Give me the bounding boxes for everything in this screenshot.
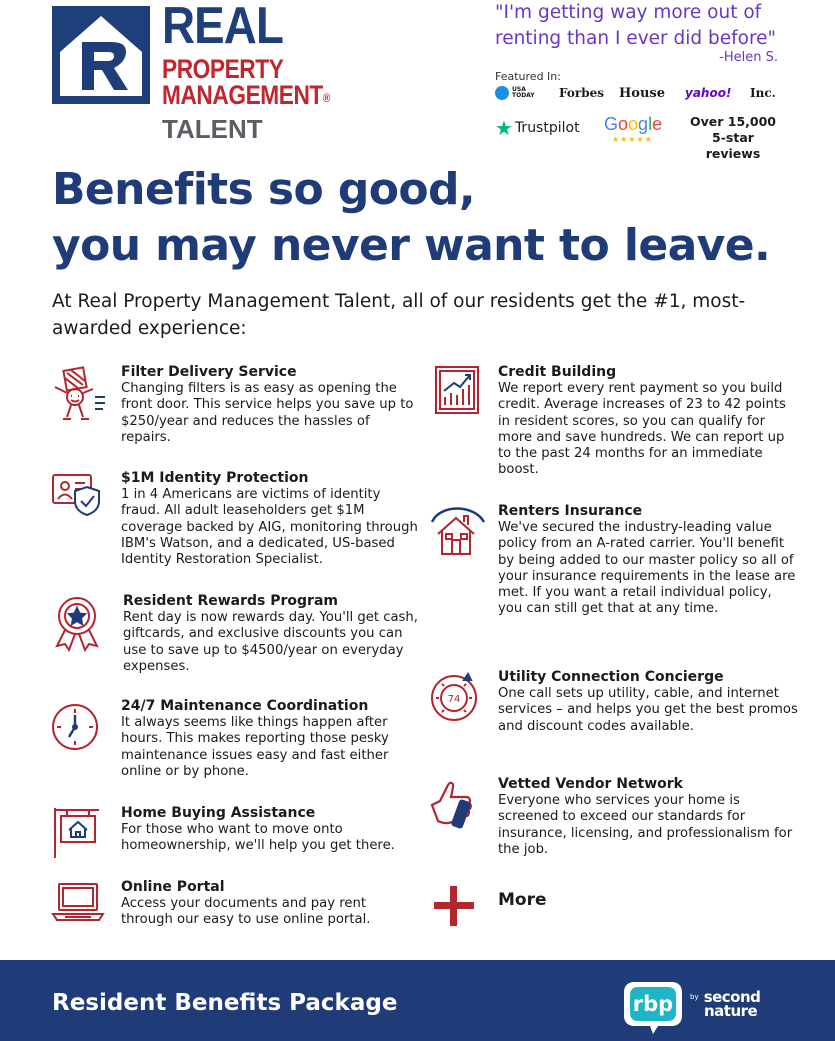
benefit-description: We've secured the industry-leading value policy from an A-rated carrier. You'll benefit by being added to our master policy so all of your insurance requirements in the lease are met. If you want a retail individual policy, you can still get that at any time. xyxy=(498,520,796,617)
credit-chart-icon xyxy=(432,363,490,421)
benefit-vendor-network xyxy=(498,775,798,858)
benefit-filter-delivery xyxy=(121,363,421,446)
headline xyxy=(52,162,770,274)
benefit-title: $1M Identity Protection xyxy=(121,470,309,486)
house-logo: House xyxy=(619,86,665,101)
company-logo xyxy=(52,0,362,146)
google-letter: o xyxy=(628,114,639,134)
headline-line2: you may never want to leave. xyxy=(52,220,771,271)
usa-today-text: USA TODAY xyxy=(512,86,535,99)
rbp-logo xyxy=(620,974,686,1040)
google-letter: G xyxy=(604,114,619,134)
review-count-line1: Over 15,000 xyxy=(689,114,776,129)
review-badges xyxy=(495,114,785,161)
benefit-title: Renters Insurance xyxy=(498,503,643,519)
logo-registered-mark: ® xyxy=(322,91,330,105)
rbp-text: rbp xyxy=(632,992,674,1016)
logo-text-real: REAL xyxy=(162,0,284,55)
benefit-title: Utility Connection Concierge xyxy=(498,669,724,685)
second-text: second xyxy=(703,988,761,1006)
forbes-logo: Forbes xyxy=(559,86,604,100)
logo-text-talent: TALENT xyxy=(162,114,263,144)
benefit-description: We report every rent payment so you build credit. Average increases of 23 to 42 points in resident scores, so you can qualify for more and save hundreds. We can report up to the past 24 months for an immediate boost. xyxy=(498,381,786,478)
benefit-utility-concierge xyxy=(447,668,798,735)
logo-text-management-wrap xyxy=(162,82,330,111)
usa-today-dot-icon xyxy=(495,86,509,100)
inc-logo: Inc. xyxy=(750,86,776,100)
review-count xyxy=(683,114,783,162)
google-letter: l xyxy=(648,114,653,134)
benefit-title: Filter Delivery Service xyxy=(121,364,297,380)
rewards-ribbon-icon xyxy=(49,594,107,652)
benefit-credit-building xyxy=(498,363,798,479)
home-sign-icon xyxy=(49,804,107,862)
headline-line1: Benefits so good, xyxy=(52,164,476,215)
filter-delivery-icon xyxy=(49,365,107,423)
identity-protection-icon xyxy=(49,469,107,527)
google-letter: e xyxy=(652,114,663,134)
google-letter: g xyxy=(638,114,649,134)
benefit-more[interactable] xyxy=(498,890,698,910)
testimonial-quote: "I'm getting way more out of renting than I ever did before" xyxy=(495,2,777,49)
benefit-title: Resident Rewards Program xyxy=(123,593,338,609)
intro-text: At Real Property Management Talent, all of our residents get the #1, most-awarded experience: xyxy=(52,291,746,339)
thermostat-icon xyxy=(426,668,484,726)
review-count-line2: 5-star reviews xyxy=(705,130,761,161)
benefit-description: Everyone who services your home is screened to exceed our standards for insurance, licensing, and professionalism for the job. xyxy=(498,793,793,857)
google-letter: o xyxy=(618,114,629,134)
house-r-logo-icon xyxy=(52,6,150,104)
clock-icon xyxy=(49,699,107,757)
footer-banner xyxy=(0,960,835,1041)
benefit-title: Credit Building xyxy=(498,364,617,380)
benefit-description: Rent day is now rewards day. You'll get cash, giftcards, and exclusive discounts you can use to save up to $4500/year on everyday expenses. xyxy=(123,610,418,674)
by-text: by xyxy=(690,993,699,1001)
laptop-icon xyxy=(49,878,107,936)
trustpilot-text: Trustpilot xyxy=(514,120,580,136)
trustpilot-star-icon: ★ xyxy=(495,116,513,140)
benefit-identity-protection xyxy=(121,469,421,568)
featured-in-label: Featured In: xyxy=(495,70,561,83)
usa-today-logo xyxy=(495,86,534,100)
thumbs-up-icon xyxy=(426,775,484,833)
logo-text-pm xyxy=(162,56,330,111)
benefit-description: Access your documents and pay rent through our easy to use online portal. xyxy=(121,896,371,928)
benefit-description: For those who want to move onto homeownership, we'll help you get there. xyxy=(121,822,395,854)
benefit-description: It always seems like things happen after hours. This makes reporting those pesky maintenance issues easy and fast either online or by phone. xyxy=(121,715,389,779)
logo-text-property: PROPERTY xyxy=(162,54,284,84)
press-logos xyxy=(495,86,785,106)
benefit-title: Home Buying Assistance xyxy=(121,805,316,821)
logo-text-management: MANAGEMENT xyxy=(162,80,323,110)
benefit-maintenance xyxy=(121,697,421,780)
benefit-description: Changing filters is as easy as opening the front door. This service helps you save up to $250/year and reduces the hassles of repairs. xyxy=(121,381,414,445)
insured-house-icon xyxy=(428,502,486,560)
benefit-description: One call sets up utility, cable, and internet services – and helps you get the best promos and discount codes available. xyxy=(498,686,798,734)
benefit-title: 24/7 Maintenance Coordination xyxy=(121,698,369,714)
benefit-title: Online Portal xyxy=(121,879,225,895)
benefit-renters-insurance xyxy=(498,502,798,618)
google-logo xyxy=(604,114,662,135)
benefit-title: Vetted Vendor Network xyxy=(498,776,683,792)
testimonial-author: -Helen S. xyxy=(719,50,778,65)
plus-icon xyxy=(432,884,476,928)
svg-text:74: 74 xyxy=(447,694,461,705)
nature-text: nature xyxy=(704,1002,758,1020)
benefit-description: 1 in 4 Americans are victims of identity fraud. All adult leaseholders get $1M coverage backed by AIG, monitoring through IBM's Watson, and a dedicated, US-based Identity Restoration Specialist. xyxy=(121,487,418,568)
more-label: More xyxy=(498,890,547,910)
google-stars-icon: ★★★★★ xyxy=(612,135,653,144)
benefit-home-buying xyxy=(121,804,421,855)
footer-title: Resident Benefits Package xyxy=(52,990,398,1016)
second-nature-logo xyxy=(690,990,760,1018)
benefit-resident-rewards xyxy=(123,592,423,675)
yahoo-logo: yahoo! xyxy=(685,86,732,100)
benefit-online-portal xyxy=(121,878,421,929)
trustpilot-logo xyxy=(495,118,580,138)
